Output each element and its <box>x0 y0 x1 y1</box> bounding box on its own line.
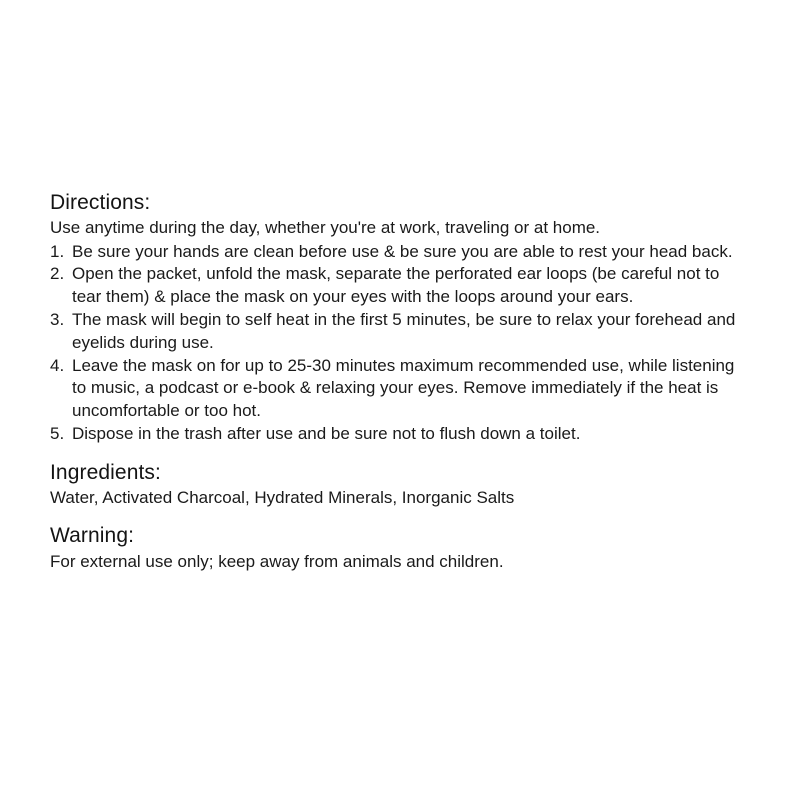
list-item <box>50 241 750 264</box>
directions-intro: Use anytime during the day, whether you're at work, traveling or at home. <box>50 218 601 238</box>
list-item <box>50 263 750 309</box>
step-number: 2. <box>50 264 65 284</box>
step-number: 1. <box>50 241 65 261</box>
directions-step-list <box>50 241 750 446</box>
ingredients-text: Water, Activated Charcoal, Hydrated Minerals, Inorganic Salts <box>50 487 515 507</box>
step-text: Be sure your hands are clean before use & be sure you are able to rest your head back. <box>72 241 733 261</box>
step-text: Leave the mask on for up to 25-30 minutes maximum recommended use, while listening to music, a podcast or e-book & relaxing your eyes. Remove immediately if the heat is uncomfortable or too hot. <box>72 355 735 421</box>
section-divider-spacer <box>50 509 750 523</box>
warning-heading: Warning: <box>50 524 135 548</box>
directions-heading: Directions: <box>50 191 151 214</box>
list-item <box>50 309 750 355</box>
step-text: Open the packet, unfold the mask, separate the perforated ear loops (be careful not to tear them) & place the mask on your eyes with the loops around your ears. <box>72 264 720 307</box>
step-text: The mask will begin to self heat in the first 5 minutes, be sure to relax your forehead and eyelids during use. <box>72 309 736 352</box>
ingredients-heading: Ingredients: <box>50 460 161 484</box>
product-instructions-panel <box>50 190 750 573</box>
step-text: Dispose in the trash after use and be sure not to flush down a toilet. <box>72 423 581 443</box>
warning-text: For external use only; keep away from animals and children. <box>50 551 504 571</box>
step-number: 4. <box>50 355 65 375</box>
step-number: 3. <box>50 309 65 329</box>
list-item <box>50 355 750 423</box>
step-number: 5. <box>50 423 65 443</box>
section-divider-spacer <box>50 446 750 460</box>
list-item <box>50 423 750 446</box>
